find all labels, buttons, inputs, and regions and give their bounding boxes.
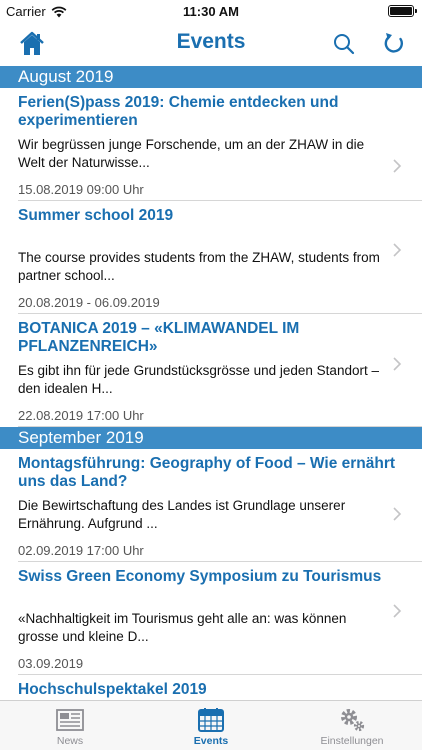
chevron-right-icon <box>392 356 402 372</box>
page-title: Events <box>176 30 246 53</box>
calendar-icon <box>197 707 225 733</box>
event-date: 02.09.2019 17:00 Uhr <box>18 543 144 558</box>
tab-events[interactable] <box>141 701 281 750</box>
search-icon[interactable] <box>330 30 358 58</box>
newspaper-icon <box>56 707 84 733</box>
event-row[interactable] <box>18 449 422 562</box>
event-title: Summer school 2019 <box>18 207 174 224</box>
event-description: Wir begrüssen junge Forschende, um an der ZHAW in die Welt der Naturwisse... <box>18 137 365 170</box>
event-date: 22.08.2019 17:00 Uhr <box>18 408 144 423</box>
chevron-right-icon <box>392 603 402 619</box>
event-description: The course provides students from the ZHAW, students from partner school... <box>18 250 380 283</box>
gears-icon <box>338 707 366 733</box>
status-time: 11:30 AM <box>183 4 239 19</box>
tab-label: News <box>56 735 84 747</box>
section-header-september: September 2019 <box>0 427 422 449</box>
section-header-august: August 2019 <box>0 66 422 88</box>
chevron-right-icon <box>392 158 402 174</box>
event-row[interactable] <box>18 201 422 314</box>
event-row[interactable] <box>18 675 422 700</box>
refresh-icon[interactable] <box>380 30 408 58</box>
event-list[interactable] <box>0 66 422 700</box>
event-title: BOTANICA 2019 – «KLIMAWANDEL IM PFLANZENREICH» <box>18 320 300 355</box>
event-description: Die Bewirtschaftung des Landes ist Grundlage unserer Ernährung. Aufgrund ... <box>18 498 346 531</box>
event-description: Es gibt ihn für jede Grundstücksgrösse und jeden Standort – den idealen H... <box>18 363 379 396</box>
event-description: «Nachhaltigkeit im Tourismus geht alle an: was können grosse und kleine D... <box>18 611 347 644</box>
tab-bar <box>0 700 422 750</box>
status-bar <box>0 0 422 22</box>
tab-label: Events <box>193 735 229 747</box>
event-title: Hochschulspektakel 2019 <box>18 681 207 698</box>
event-row[interactable] <box>18 88 422 201</box>
event-date: 15.08.2019 09:00 Uhr <box>18 182 144 197</box>
chevron-right-icon <box>392 242 402 258</box>
event-date: 03.09.2019 <box>18 656 84 671</box>
battery-icon <box>388 5 414 17</box>
carrier-label: Carrier <box>6 4 46 19</box>
tab-settings[interactable] <box>282 701 422 750</box>
tab-news[interactable] <box>0 701 140 750</box>
tab-label: Einstellungen <box>320 735 384 747</box>
event-row[interactable] <box>18 314 422 427</box>
event-row[interactable] <box>18 562 422 675</box>
event-title: Montagsführung: Geography of Food – Wie ernährt uns das Land? <box>18 455 396 490</box>
navigation-bar <box>0 22 422 66</box>
event-title: Swiss Green Economy Symposium zu Tourismus <box>18 568 382 585</box>
chevron-right-icon <box>392 506 402 522</box>
event-date: 20.08.2019 - 06.09.2019 <box>18 295 160 310</box>
event-title: Ferien(S)pass 2019: Chemie entdecken und experimentieren <box>18 94 339 129</box>
